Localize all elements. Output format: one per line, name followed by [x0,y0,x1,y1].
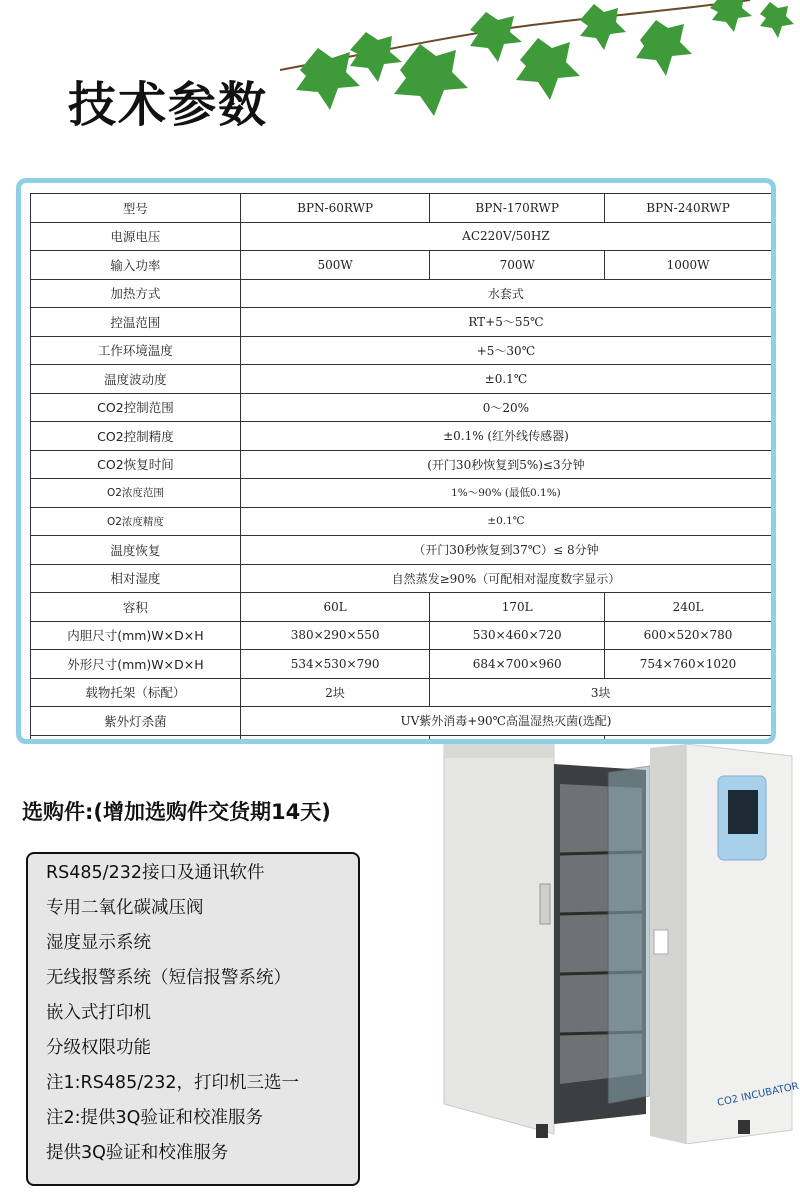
optional-parts-list [46,858,299,1173]
table-row [31,336,772,365]
row-label: CO2控制精度 [31,422,241,451]
table-row [31,479,772,508]
table-row [31,650,772,679]
list-item: 注1:RS485/232，打印机三选一 [46,1073,299,1093]
table-row [31,450,772,479]
list-item: 无线报警系统（短信报警系统） [46,968,291,988]
list-item: 湿度显示系统 [46,933,151,953]
spec-table [30,193,772,743]
table-cell: BPN-60RWP [240,194,429,223]
table-row [31,621,772,650]
ivy-leaves-decoration [280,0,800,130]
table-cell: 自然蒸发≥90%（可配相对湿度数字显示） [240,564,771,593]
table-cell: 534×530×790 [240,650,429,679]
list-item: RS485/232接口及通讯软件 [46,863,265,883]
incubator-image [436,744,800,1144]
table-cell: 684×700×960 [430,650,605,679]
table-cell: 600×520×780 [605,621,772,650]
table-row [31,707,772,736]
table-cell: 500W [240,251,429,280]
row-label: 电源电压 [31,222,241,251]
row-label: 内胆尺寸(mm)W×D×H [31,621,241,650]
table-cell: 水套式 [240,279,771,308]
table-cell: 754×760×1020 [605,650,772,679]
table-row [31,507,772,536]
row-label: 紫外灯杀菌 [31,707,241,736]
spec-table-frame [16,178,776,744]
table-cell: 60L [240,593,429,622]
table-cell: 3块 [430,678,772,707]
table-row [31,365,772,394]
row-label: 温度波动度 [31,365,241,394]
optional-parts-title: 选购件:(增加选购件交货期14天) [22,800,331,824]
table-cell: BPN-240RWP [605,194,772,223]
row-label: 载物托架（标配） [31,678,241,707]
row-label: 容积 [31,593,241,622]
list-item: 提供3Q验证和校准服务 [46,1143,229,1163]
page-title: 技术参数 [68,77,269,133]
table-cell: UV紫外消毒+90℃高温湿热灭菌(选配) [240,707,771,736]
table-row [31,393,772,422]
table-cell: 1%～90% (最低0.1%) [240,479,771,508]
table-cell: ±0.1% (红外线传感器) [240,422,771,451]
table-row [31,251,772,280]
row-label: 外形尺寸(mm)W×D×H [31,650,241,679]
table-cell: 1000W [605,251,772,280]
table-cell: ±0.1℃ [240,507,771,536]
table-cell: +5～30℃ [240,336,771,365]
table-cell: 380×290×550 [240,621,429,650]
row-label: O2浓度范围 [31,479,241,508]
table-row [31,593,772,622]
row-label: 工作环境温度 [31,336,241,365]
table-row-cut [31,735,772,742]
table-cell: ±0.1℃ [240,365,771,394]
row-label: CO2控制范围 [31,393,241,422]
row-label: 加热方式 [31,279,241,308]
row-label: 相对湿度 [31,564,241,593]
incubator-badge-text: CO2 INCUBATOR [716,1080,800,1109]
table-cell: （开门30秒恢复到37℃）≤ 8分钟 [240,536,771,565]
table-cell: 240L [605,593,772,622]
table-cell: 2块 [240,678,429,707]
row-label: O2浓度精度 [31,507,241,536]
table-cell: AC220V/50HZ [240,222,771,251]
list-item: 注2:提供3Q验证和校准服务 [46,1108,263,1128]
table-cell: 170L [430,593,605,622]
row-label: CO2恢复时间 [31,450,241,479]
table-row [31,678,772,707]
table-row [31,308,772,337]
table-row [31,194,772,223]
table-row [31,422,772,451]
row-label: 控温范围 [31,308,241,337]
table-row [31,564,772,593]
table-cell: (开门30秒恢复到5%)≤3分钟 [240,450,771,479]
table-row [31,222,772,251]
table-row [31,279,772,308]
row-label: 输入功率 [31,251,241,280]
list-item: 嵌入式打印机 [46,1003,151,1023]
table-cell: BPN-170RWP [430,194,605,223]
optional-parts-box [26,852,360,1186]
table-row [31,536,772,565]
table-cell: 700W [430,251,605,280]
list-item: 分级权限功能 [46,1038,151,1058]
row-label: 温度恢复 [31,536,241,565]
row-label: 型号 [31,194,241,223]
table-cell: 530×460×720 [430,621,605,650]
table-cell: 0～20% [240,393,771,422]
table-cell: RT+5～55℃ [240,308,771,337]
list-item: 专用二氧化碳减压阀 [46,898,204,918]
